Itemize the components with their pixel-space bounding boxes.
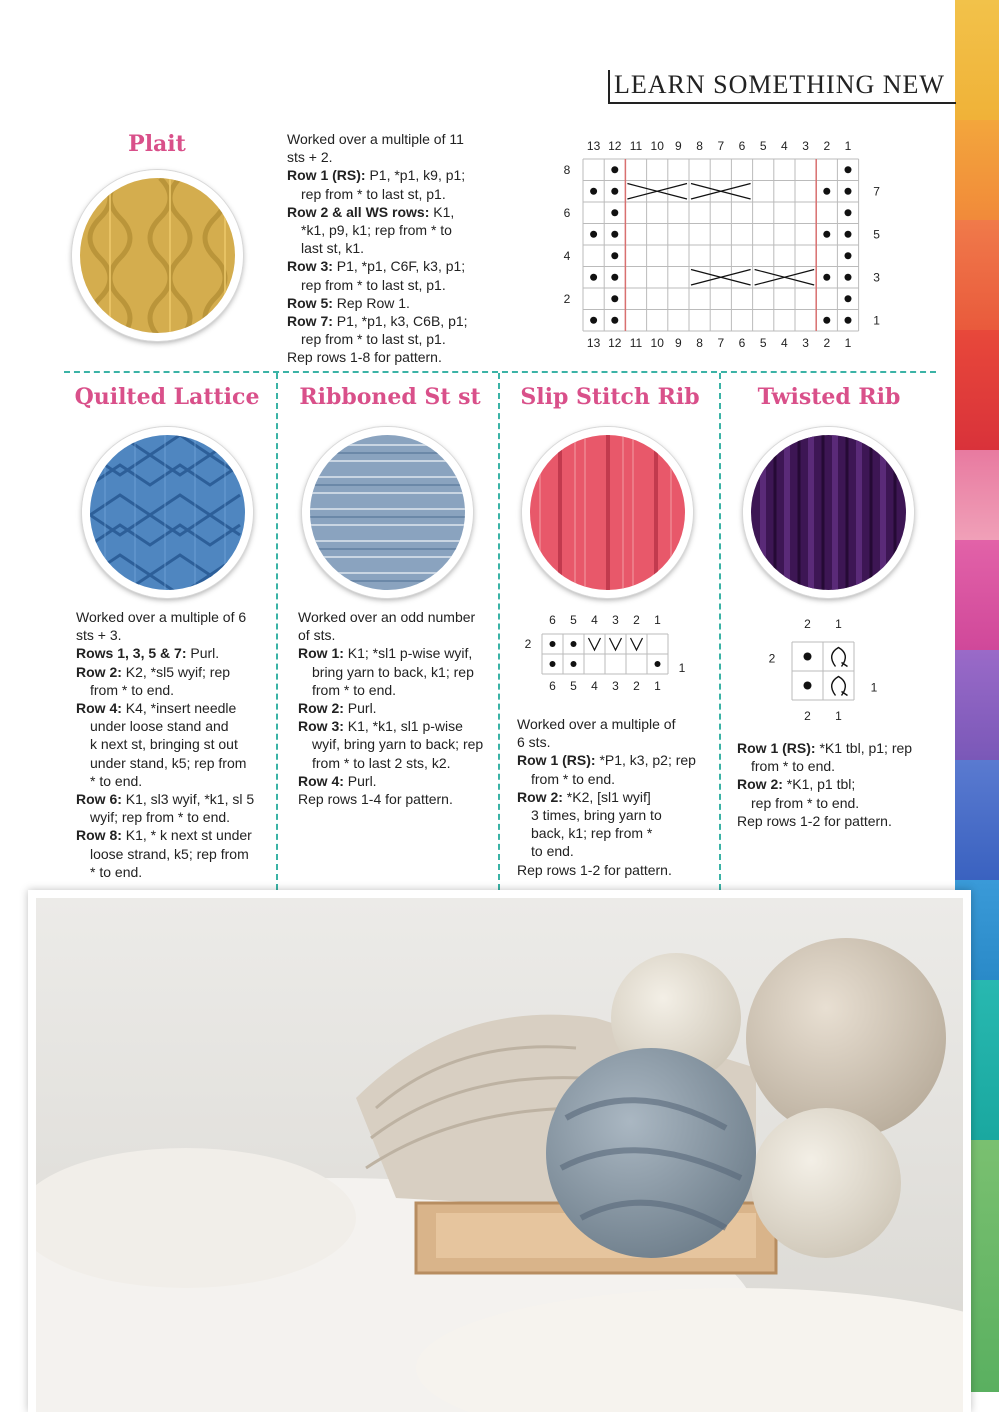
column-number: 13 [586, 336, 601, 350]
instruction-line [737, 812, 937, 830]
ribboned-st-st-instructions [298, 608, 498, 808]
row-label: Rows 1, 3, 5 & 7: [76, 645, 187, 662]
row-label: Row 4: [76, 700, 122, 717]
purl-dot [845, 317, 852, 324]
instruction-line [298, 608, 498, 626]
row-text: from * to end. [751, 758, 836, 775]
row-text: Rep rows 1-2 for pattern. [517, 861, 672, 878]
row-text: *K1 tbl, p1; rep [815, 740, 913, 756]
row-label: Row 2: [76, 663, 122, 680]
row-label: Row 1 (RS): [737, 740, 816, 756]
purl-dot [845, 295, 852, 302]
instruction-line [76, 608, 276, 626]
quilted-lattice-swatch-image [82, 427, 253, 598]
plait-swatch-image [72, 170, 243, 341]
column-number: 2 [633, 613, 640, 627]
purl-dot [590, 188, 597, 195]
instruction-line [76, 681, 276, 699]
instruction-line [76, 754, 276, 772]
instruction-line [287, 348, 507, 366]
purl-dot [550, 661, 556, 667]
row-number: 4 [563, 248, 571, 263]
row-number: 2 [768, 651, 776, 666]
column-number: 4 [781, 139, 788, 153]
instruction-line [76, 772, 276, 790]
column-number: 12 [608, 336, 622, 350]
quilted-lattice-instructions [76, 608, 276, 881]
ribboned-st-st-swatch-image [302, 427, 473, 598]
instruction-line [76, 845, 276, 863]
column-number: 10 [650, 336, 664, 350]
purl-dot [571, 661, 577, 667]
purl-dot [611, 317, 618, 324]
column-number: 6 [738, 336, 746, 350]
purl-dot [823, 231, 830, 238]
column-number: 7 [717, 139, 725, 153]
slip-stitch-rib-instructions [517, 715, 717, 879]
column-number: 9 [675, 336, 682, 350]
column-number: 5 [759, 139, 767, 153]
column-number: 1 [654, 679, 661, 693]
purl-dot [845, 252, 852, 259]
row-text: *P1, k3, p2; rep [595, 752, 696, 769]
instruction-line [287, 257, 507, 275]
instruction-line [287, 203, 507, 221]
instruction-line [287, 294, 507, 312]
row-number: 2 [524, 637, 532, 651]
row-text: rep from * to end. [751, 794, 860, 811]
slip-stitch-symbol [589, 638, 601, 650]
row-text: Rep rows 1-2 for pattern. [737, 812, 892, 829]
purl-dot [804, 653, 812, 661]
row-label: Row 3: [298, 718, 344, 735]
row-label: Row 4: [298, 772, 344, 789]
row-text: Worked over an odd number [298, 609, 476, 625]
row-text: bring yarn to back, k1; rep [312, 663, 474, 680]
purl-dot [823, 188, 830, 195]
row-text: Worked over a multiple of 11 [287, 131, 464, 147]
yarn-basket-photo [28, 890, 971, 1412]
row-text: 6 sts. [517, 734, 551, 751]
instruction-line [76, 644, 276, 662]
row-label: Row 1: [298, 645, 344, 662]
row-text: K1; *sl1 p-wise wyif, [343, 645, 473, 662]
twisted-rib-chart [760, 610, 890, 730]
row-text: from * to end. [312, 681, 397, 698]
instruction-line [517, 733, 717, 751]
purl-dot [611, 188, 618, 195]
column-number: 2 [823, 336, 831, 350]
column-number: 3 [802, 139, 809, 153]
instruction-line [287, 185, 507, 203]
row-number: 1 [870, 680, 878, 695]
column-number: 9 [675, 139, 682, 153]
column-number: 11 [629, 139, 643, 153]
instruction-line [76, 808, 276, 826]
row-text: from * to last 2 sts, k2. [312, 754, 451, 771]
twisted-stitch-symbol [832, 677, 848, 696]
instruction-line [298, 626, 498, 644]
twisted-stitch-symbol [832, 648, 848, 667]
purl-dot [611, 252, 618, 259]
instruction-line [517, 861, 717, 879]
purl-dot [823, 317, 830, 324]
row-text: Purl. [186, 645, 220, 662]
row-label: Row 2 & all WS rows: [287, 203, 430, 220]
column-number: 2 [633, 679, 640, 693]
row-number: 8 [563, 162, 571, 177]
column-number: 1 [835, 617, 842, 631]
plait-title: Plait [128, 131, 186, 157]
purl-dot [611, 231, 618, 238]
row-text: K1, * k next st under [121, 827, 252, 844]
column-number: 5 [570, 679, 577, 693]
twisted-rib-instructions [737, 739, 937, 830]
row-text: rep from * to last st, p1. [301, 185, 446, 202]
horizontal-divider [64, 371, 936, 373]
row-label: Row 3: [287, 258, 333, 275]
purl-dot [590, 317, 597, 324]
instruction-line [287, 276, 507, 294]
instruction-line [298, 790, 498, 808]
column-number: 2 [823, 139, 831, 153]
purl-dot [611, 274, 618, 281]
twisted-rib-swatch-image [743, 427, 914, 598]
row-number: 7 [873, 184, 880, 199]
instruction-line [298, 644, 498, 662]
row-text: K2, *sl5 wyif; rep [121, 663, 231, 680]
column-number: 10 [650, 139, 664, 153]
row-number: 1 [873, 313, 880, 328]
row-label: Row 6: [76, 791, 122, 808]
column-divider [719, 373, 721, 890]
row-text: sts + 2. [287, 149, 333, 166]
instruction-line [517, 788, 717, 806]
row-text: P1, *p1, C6F, k3, p1; [332, 258, 466, 275]
slip-stitch-rib-chart [518, 610, 698, 696]
instruction-line [287, 221, 507, 239]
column-divider [276, 373, 278, 890]
row-number: 6 [563, 205, 571, 220]
slip-stitch-rib-title: Slip Stitch Rib [520, 384, 700, 410]
instruction-line [287, 330, 507, 348]
column-number: 8 [696, 336, 703, 350]
instruction-line [298, 735, 498, 753]
row-text: P1, *p1, k9, p1; [365, 167, 466, 184]
instruction-line [298, 699, 498, 717]
row-label: Row 7: [287, 313, 333, 330]
row-number: 5 [873, 227, 880, 242]
row-text: Rep Row 1. [332, 294, 410, 311]
column-number: 1 [844, 139, 852, 153]
slip-stitch-symbol [610, 638, 622, 650]
column-number: 12 [608, 139, 622, 153]
purl-dot [571, 641, 577, 647]
column-number: 6 [738, 139, 746, 153]
plait-instructions [287, 130, 507, 367]
instruction-line [76, 735, 276, 753]
instruction-line [298, 663, 498, 681]
instruction-line [287, 166, 507, 184]
column-divider [498, 373, 500, 890]
row-text: *k1, p9, k1; rep from * to [301, 222, 452, 239]
column-number: 1 [835, 709, 842, 723]
plait-chart [555, 135, 895, 355]
section-header [608, 70, 956, 104]
row-text: back, k1; rep from * [531, 825, 653, 842]
row-text: Rep rows 1-4 for pattern. [298, 791, 453, 808]
purl-dot [611, 209, 618, 216]
row-number: 3 [873, 270, 880, 285]
instruction-line [76, 699, 276, 717]
row-label: Row 2: [517, 788, 563, 805]
instruction-line [298, 717, 498, 735]
purl-dot [845, 166, 852, 173]
row-text: rep from * to last st, p1. [301, 276, 446, 293]
row-label: Row 1 (RS): [517, 752, 596, 769]
row-label: Row 2: [298, 700, 344, 717]
instruction-line [737, 775, 937, 793]
purl-dot [845, 188, 852, 195]
row-text: of sts. [298, 627, 336, 644]
column-number: 8 [696, 139, 703, 153]
instruction-line [517, 824, 717, 842]
row-label: Row 1 (RS): [287, 167, 366, 184]
row-text: under stand, k5; rep from [90, 754, 247, 771]
instruction-line [76, 717, 276, 735]
column-number: 1 [654, 613, 661, 627]
purl-dot [845, 274, 852, 281]
column-number: 4 [781, 336, 788, 350]
instruction-line [76, 626, 276, 644]
row-text: wyif; rep from * to end. [90, 809, 231, 826]
column-number: 6 [549, 679, 556, 693]
row-text: 3 times, bring yarn to [531, 807, 662, 824]
instruction-line [737, 794, 937, 812]
instruction-line [517, 770, 717, 788]
instruction-line [76, 663, 276, 681]
row-label: Row 2: [737, 776, 783, 793]
purl-dot [611, 295, 618, 302]
row-text: K1, sl3 wyif, *k1, sl 5 [121, 791, 255, 808]
column-number: 7 [717, 336, 725, 350]
row-text: Rep rows 1-8 for pattern. [287, 349, 442, 366]
purl-dot [845, 209, 852, 216]
instruction-line [517, 842, 717, 860]
slip-stitch-symbol [631, 638, 643, 650]
column-number: 5 [759, 336, 767, 350]
instruction-line [76, 826, 276, 844]
row-text: Worked over a multiple of [517, 716, 676, 732]
column-number: 5 [570, 613, 577, 627]
row-number: 2 [563, 291, 571, 306]
instruction-line [298, 681, 498, 699]
row-text: Worked over a multiple of 6 [76, 609, 247, 625]
column-number: 2 [804, 617, 811, 631]
instruction-line [298, 772, 498, 790]
column-number: 3 [612, 679, 619, 693]
column-number: 4 [591, 679, 598, 693]
row-text: sts + 3. [76, 627, 122, 644]
row-text: Purl. [343, 700, 377, 717]
row-text: wyif, bring yarn to back; rep [312, 736, 484, 753]
row-text: under loose stand and [90, 718, 229, 735]
instruction-line [287, 312, 507, 330]
column-number: 6 [549, 613, 556, 627]
instruction-line [517, 806, 717, 824]
row-text: loose strand, k5; rep from [90, 845, 249, 862]
section-title: LEARN SOMETHING NEW [614, 70, 945, 99]
instruction-line [287, 130, 507, 148]
purl-dot [823, 274, 830, 281]
row-text: from * to end. [531, 770, 616, 787]
row-text: K1, *k1, sl1 p-wise [343, 718, 463, 735]
row-text: K1, [429, 203, 455, 220]
column-number: 1 [844, 336, 852, 350]
purl-dot [590, 231, 597, 238]
quilted-lattice-title: Quilted Lattice [74, 384, 260, 410]
purl-dot [550, 641, 556, 647]
instruction-line [287, 239, 507, 257]
instruction-line [76, 790, 276, 808]
purl-dot [804, 682, 812, 690]
instruction-line [287, 148, 507, 166]
ribboned-st-st-title: Ribboned St st [299, 384, 481, 410]
row-text: Purl. [343, 772, 377, 789]
row-text: last st, k1. [301, 240, 365, 257]
column-number: 3 [802, 336, 809, 350]
purl-dot [655, 661, 661, 667]
row-text: P1, *p1, k3, C6B, p1; [332, 313, 468, 330]
column-number: 11 [629, 336, 643, 350]
row-text: k next st, bringing st out [90, 736, 238, 753]
purl-dot [611, 166, 618, 173]
row-text: *K2, [sl1 wyif] [562, 788, 651, 805]
row-text: from * to end. [90, 681, 175, 698]
slip-stitch-rib-swatch-image [522, 427, 693, 598]
instruction-line [737, 757, 937, 775]
row-label: Row 8: [76, 827, 122, 844]
row-text: K4, *insert needle [121, 700, 237, 717]
row-number: 1 [678, 661, 686, 675]
row-text: * to end. [90, 772, 143, 789]
column-number: 4 [591, 613, 598, 627]
instruction-line [517, 715, 717, 733]
row-text: * to end. [90, 863, 143, 880]
instruction-line [298, 754, 498, 772]
column-number: 2 [804, 709, 811, 723]
instruction-line [517, 751, 717, 769]
row-text: *K1, p1 tbl; [782, 776, 856, 793]
twisted-rib-title: Twisted Rib [757, 384, 901, 410]
column-number: 3 [612, 613, 619, 627]
instruction-line [737, 739, 937, 757]
column-number: 13 [586, 139, 601, 153]
purl-dot [845, 231, 852, 238]
purl-dot [590, 274, 597, 281]
row-text: to end. [531, 843, 574, 860]
instruction-line [76, 863, 276, 881]
row-text: rep from * to last st, p1. [301, 331, 446, 348]
row-label: Row 5: [287, 294, 333, 311]
